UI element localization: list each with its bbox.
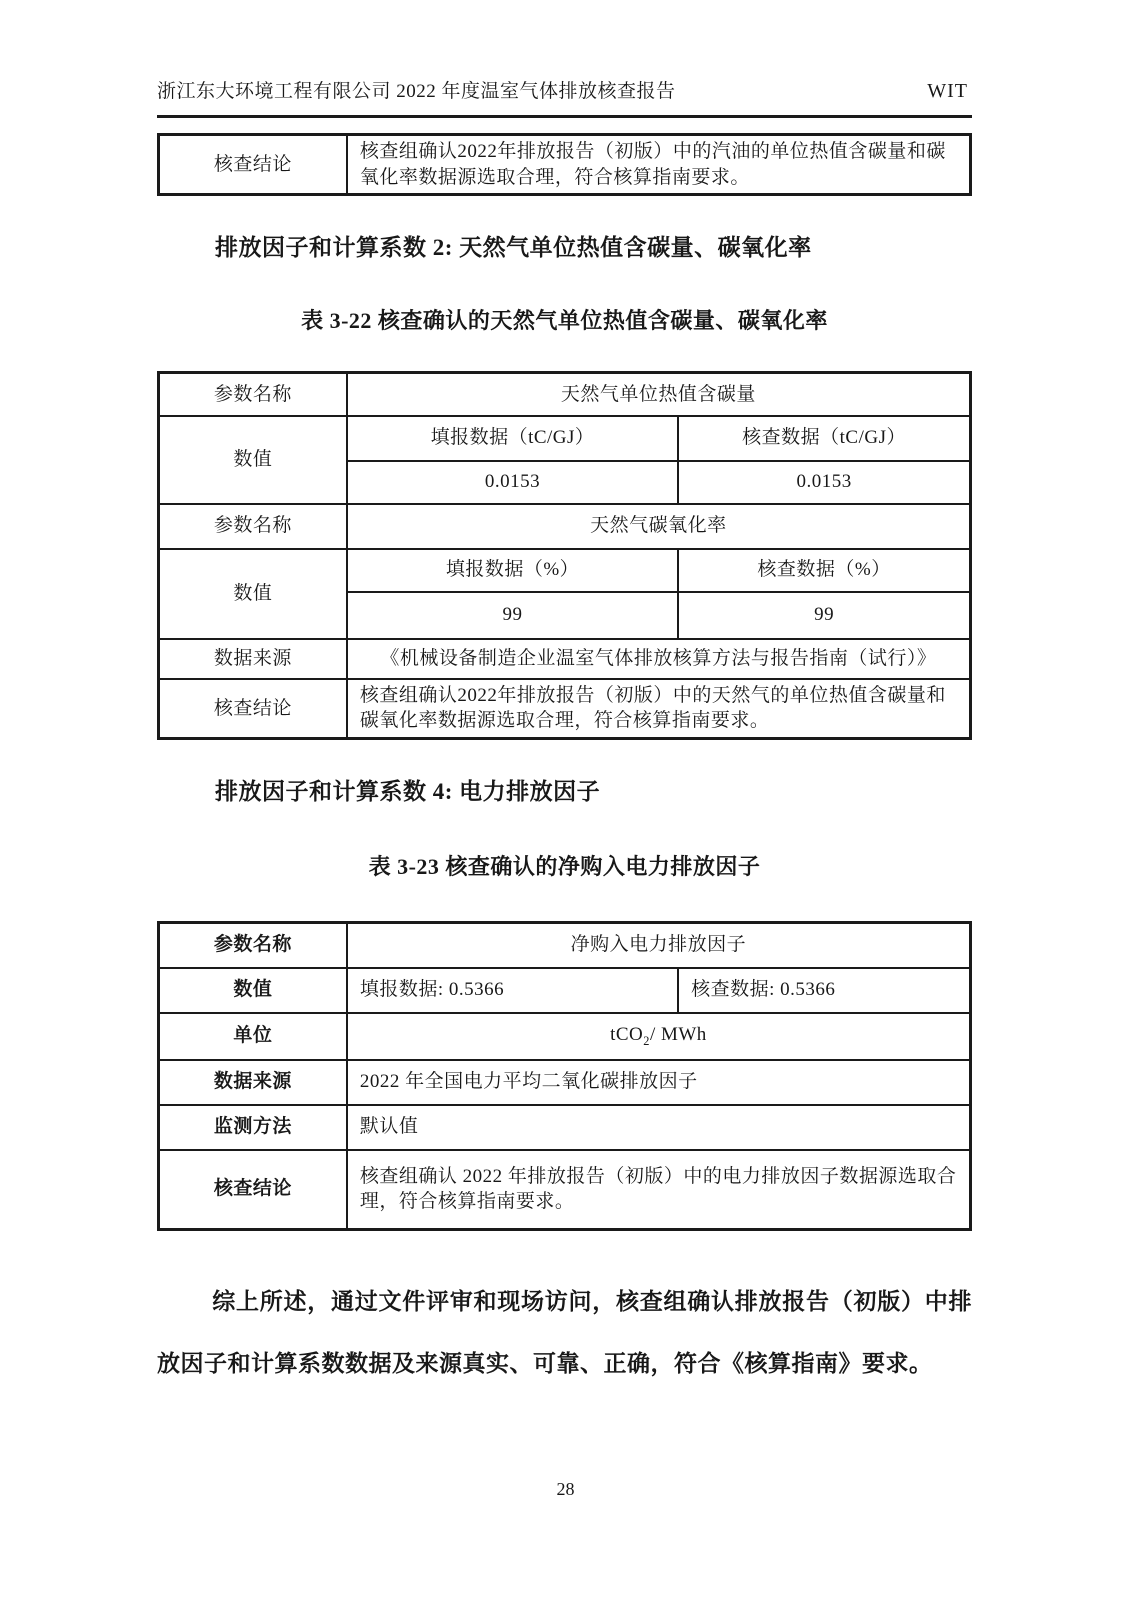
table-row — [159, 504, 971, 549]
table-row — [159, 968, 971, 1013]
reported-data-header-cell: 填报数据（tC/GJ） — [347, 416, 678, 461]
table-row — [159, 923, 971, 968]
table-row — [159, 416, 971, 461]
closing-paragraph: 综上所述，通过文件评审和现场访问，核查组确认排放报告（初版）中排放因子和计算系数数据及来源真实、可靠、正确，符合《核算指南》要求。 — [157, 1289, 972, 1377]
section-heading-factor-4: 排放因子和计算系数 4: 电力排放因子 — [215, 779, 601, 805]
verified-data-header-cell: 核查数据（tC/GJ） — [678, 416, 970, 461]
conclusion-text-cell: 核查组确认2022年排放报告（初版）中的天然气的单位热值含碳量和碳氧化率数据源选取合理，符合核算指南要求。 — [347, 679, 971, 739]
page-content — [157, 0, 972, 1395]
value-label-cell: 数值 — [159, 968, 347, 1013]
reported-data-header-cell: 填报数据（%） — [347, 549, 678, 592]
table-row — [159, 679, 971, 739]
table-row — [159, 639, 971, 679]
table-row — [159, 1060, 971, 1105]
section-heading-factor-2: 排放因子和计算系数 2: 天然气单位热值含碳量、碳氧化率 — [215, 235, 812, 261]
reported-data-value-cell: 0.0153 — [347, 461, 678, 504]
conclusion-label-cell: 核查结论 — [159, 679, 347, 739]
table-3-23-title: 表 3-23 核查确认的净购入电力排放因子 — [368, 854, 761, 880]
header-report-title: 浙江东大环境工程有限公司 2022 年度温室气体排放核查报告 — [157, 81, 676, 102]
page-header — [157, 0, 972, 118]
data-source-label-cell: 数据来源 — [159, 1060, 347, 1105]
verified-data-value-cell: 0.0153 — [678, 461, 970, 504]
monitoring-method-value-cell: 默认值 — [347, 1105, 971, 1150]
carryover-conclusion-table — [157, 133, 972, 196]
param-name-value-cell: 天然气碳氧化率 — [347, 504, 971, 549]
data-source-value-cell: 《机械设备制造企业温室气体排放核算方法与报告指南（试行）》 — [347, 639, 971, 679]
data-source-value-cell: 2022 年全国电力平均二氧化碳排放因子 — [347, 1060, 971, 1105]
page-number: 28 — [556, 1479, 575, 1499]
value-label-cell: 数值 — [159, 549, 347, 639]
verified-data-value-cell: 99 — [678, 592, 970, 639]
param-name-label-cell: 参数名称 — [159, 923, 347, 968]
table-row — [159, 1105, 971, 1150]
param-name-value-cell: 天然气单位热值含碳量 — [347, 373, 971, 416]
unit-value-cell — [347, 1013, 971, 1060]
monitoring-method-label-cell: 监测方法 — [159, 1105, 347, 1150]
table-3-22 — [157, 371, 972, 740]
param-name-label-cell: 参数名称 — [159, 504, 347, 549]
data-source-label-cell: 数据来源 — [159, 639, 347, 679]
unit-subscript: 2 — [643, 1034, 650, 1049]
unit-suffix: / MWh — [649, 1024, 707, 1046]
verified-data-value-cell: 核查数据: 0.5366 — [678, 968, 970, 1013]
param-name-label-cell: 参数名称 — [159, 373, 347, 416]
conclusion-label-cell: 核查结论 — [159, 135, 347, 195]
verified-data-header-cell: 核查数据（%） — [678, 549, 970, 592]
unit-label-cell: 单位 — [159, 1013, 347, 1060]
reported-data-value-cell: 填报数据: 0.5366 — [347, 968, 678, 1013]
table-3-22-title: 表 3-22 核查确认的天然气单位热值含碳量、碳氧化率 — [301, 308, 828, 334]
table-3-23 — [157, 921, 972, 1231]
table-row — [159, 373, 971, 416]
conclusion-text-cell: 核查组确认 2022 年排放报告（初版）中的电力排放因子数据源选取合理，符合核算指南要求。 — [347, 1150, 971, 1230]
conclusion-text-cell: 核查组确认2022年排放报告（初版）中的汽油的单位热值含碳量和碳氧化率数据源选取合理，符合核算指南要求。 — [347, 135, 971, 195]
table-row — [159, 549, 971, 592]
reported-data-value-cell: 99 — [347, 592, 678, 639]
param-name-value-cell: 净购入电力排放因子 — [347, 923, 971, 968]
conclusion-label-cell: 核查结论 — [159, 1150, 347, 1230]
value-label-cell: 数值 — [159, 416, 347, 504]
unit-prefix: tCO — [610, 1024, 644, 1046]
table-row — [159, 1013, 971, 1060]
table-row — [159, 1150, 971, 1230]
header-logo-text: WIT — [927, 80, 968, 102]
table-row — [159, 135, 971, 195]
